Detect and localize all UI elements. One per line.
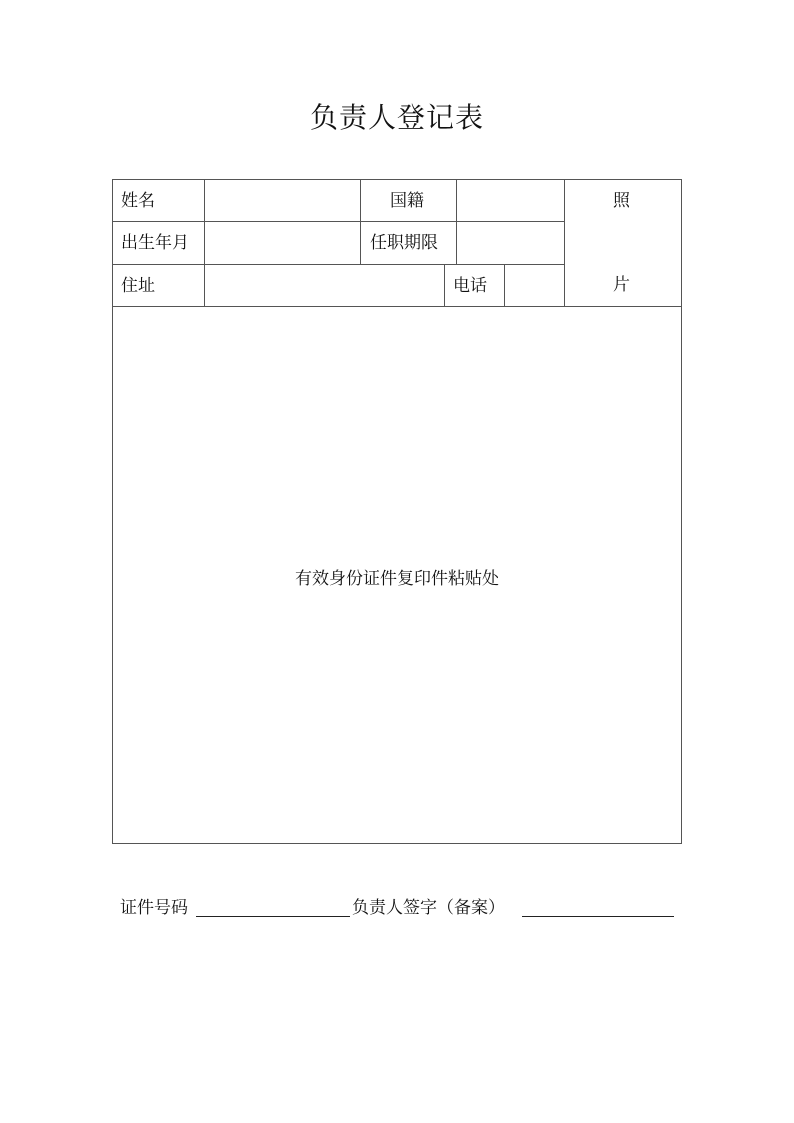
address-label: 住址: [121, 276, 155, 296]
name-field[interactable]: [205, 180, 360, 221]
page-title: 负责人登记表: [309, 101, 484, 134]
col-divider-phone-left: [444, 264, 445, 306]
footer-signature-line: [120, 896, 680, 920]
address-field[interactable]: [205, 265, 444, 306]
signature-field[interactable]: [522, 916, 674, 917]
birth-date-label: 出生年月: [121, 233, 189, 253]
phone-field[interactable]: [505, 265, 564, 306]
term-field[interactable]: [457, 222, 564, 264]
col-divider-nationality-left: [360, 180, 361, 264]
photo-label-top: 照: [613, 191, 630, 211]
birth-date-field[interactable]: [205, 222, 360, 264]
name-label: 姓名: [121, 191, 155, 211]
signature-label: 负责人签字（备案）: [352, 898, 505, 918]
term-label: 任职期限: [370, 233, 438, 253]
registration-table: [112, 179, 682, 844]
id-number-field[interactable]: [196, 916, 350, 917]
phone-label: 电话: [453, 276, 487, 296]
id-copy-paste-label: 有效身份证件复印件粘贴处: [295, 569, 499, 589]
nationality-field[interactable]: [457, 180, 564, 221]
id-number-label: 证件号码: [120, 898, 188, 918]
nationality-label: 国籍: [390, 191, 424, 211]
photo-label-bottom: 片: [613, 275, 630, 295]
